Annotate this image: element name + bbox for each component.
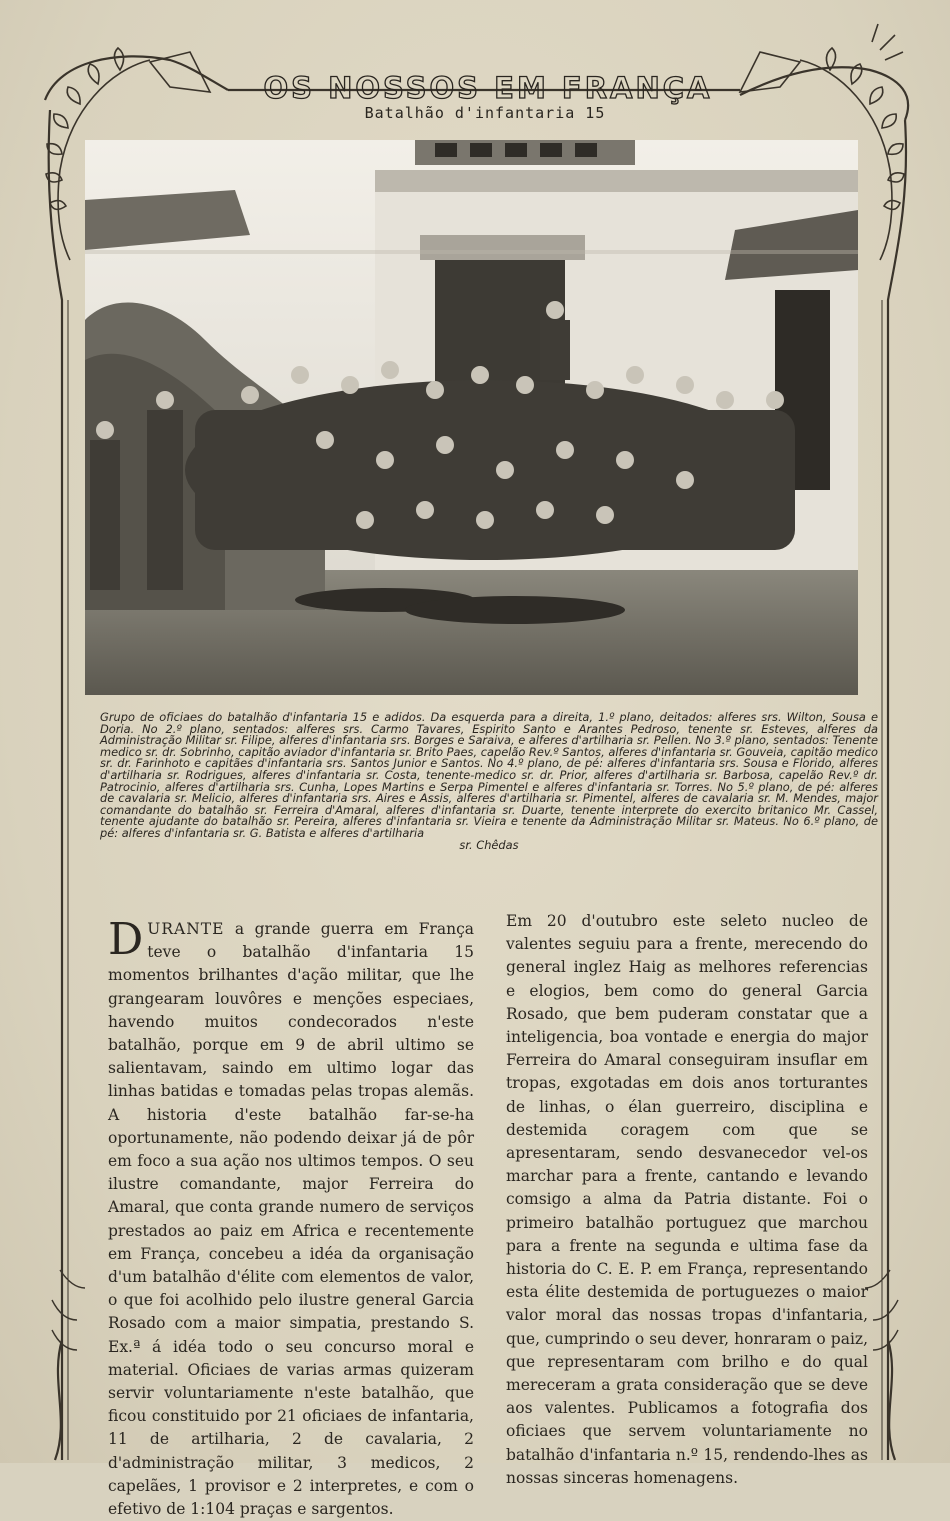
drop-cap: D: [108, 914, 144, 965]
page-subtitle: Batalhão d'infantaria 15: [364, 104, 606, 122]
caption-text: Grupo de oficiaes do batalhão d'infantaria 15 e adidos. Da esquerda para a direita, 1.º plano, deitados: alferes srs. Wilton, Sousa e Doria. No 2.º plano, sentados: alferes srs. Carmo Tavares, Espirito Santo e Arantes Pedroso, tenente sr. Esteves, alferes da Administração Militar sr. Filipe, alferes d'infantaria srs. Borges e Saraiva, e alferes d'artilharia sr. Pellen. No 3.º plano, sentados: Tenente medico sr. dr. Sobrinho, capitão aviador d'infantaria sr. Brito Paes, capelão Rev.º Santos, alferes d'infantaria sr. Gouveia, capitão medico sr. dr. Farinhoto e capitães d'infantaria srs. Santos Junior e Santos. No 4.º plano, de pé: alferes d'infantaria srs. Sousa e Florido, alferes d'artilharia sr. Rodrigues, alferes d'infantaria sr. Costa, tenente-medico sr. dr. Prior, alferes d'artilharia sr. Barbosa, capelão Rev.º dr. Patrocinio, alferes d'artilharia srs. Cunha, Lopes Martins e Serpa Pimentel e alferes d'infantaria sr. Torres. No 5.º plano, de pé: alferes de cavalaria sr. Melicio, alferes d'infantaria srs. Aires e Assis, alferes d'artilharia sr. Pimentel, alferes de cavalaria sr. M. Mendes, major comandante do batalhão sr. Ferreira d'Amaral, alferes d'infantaria sr. Duarte, tenente interprete do exercito britanico Mr. Cassel, tenente ajudante do batalhão sr. Pereira, alferes d'infantaria sr. Vieira e tenente da Administração Militar sr. Mateus. No 6.º plano, de pé: alferes d'infantaria sr. G. Batista e alferes d'artilharia: [100, 710, 878, 840]
caption-last-line: sr. Chêdas: [459, 837, 519, 852]
page-title: OS NOSSOS EM FRANÇA: [263, 71, 713, 105]
photo-caption: [100, 712, 878, 851]
article-lead-word: URANTE: [147, 920, 225, 938]
article-paragraph-2: O seu ilustre comandante, major Ferreira do Amaral, que conta grande numero de serviços prestados ao paiz em Africa e recentemente em França, concebeu a idéa da organisação d'um batalhão d'élite com elementos de valor, o que foi acolhido pelo ilustre general Garcia Rosado com a maior simpatia, prestando S. Ex.ª á idéa todo o seu concurso moral e material. Oficiaes de varias armas quizeram servir voluntariamente n'este batalhão, que ficou constituido por 21 oficiaes de infantaria, 11 de artilharia, 2 de cavalaria, 2 d'administração militar, 3 medicos, 2 capelães, 1 provisor e 2 interpretes, e com o efetivo de 1:104 praças e sargentos.: [108, 1152, 475, 1519]
article-column-right: [506, 910, 868, 1490]
article-column-left: [108, 914, 475, 1521]
article-paragraph-1: a grande guerra em França teve o batalhão d'infantaria 15 momentos brilhantes d'ação militar, que lhe grangearam louvôres e menções especiaes, havendo muitos condecorados n'este batalhão, porque em 9 de abril ultimo se salientavam, saindo em ultimo logar das linhas batidas e tomadas pelas tropas alemãs. A historia d'este batalhão far-se-ha oportunamente, não podendo deixar já de pôr em foco a sua ação nos ultimos tempos.: [108, 920, 474, 1171]
photo-illustration: [85, 140, 858, 695]
article-paragraph-3: Em 20 d'outubro este seleto nucleo de valentes seguiu para a frente, merecendo do general inglez Haig as melhores referencias e elogios, bem como do general Garcia Rosado, que bem puderam constatar que a inteligencia, boa vontade e energia do major Ferreira do Amaral conseguiram insuflar em tropas, exgotadas em dois anos torturantes de linhas, o élan guerreiro, disciplina e destemida coragem com que se apresentaram, sendo desvanecedor vel-os marchar para a frente, cantando e levando comsigo a alma da Patria distante. Foi o primeiro batalhão portuguez que marchou para a frente na segunda e ultima fase da historia do C. E. P. em França, representando esta élite destemida de portuguezes o maior valor moral das nossas tropas d'infantaria, que, cumprindo o seu dever, honraram o paiz, que representaram com brilho e do qual mereceram a grata consideração que se deve aos valentes. Publicamos a fotografia dos oficiaes que servem voluntariamente no batalhão d'infantaria n.º 15, rendendo-lhes as nossas sinceras homenagens.: [506, 912, 868, 1487]
group-photo: [85, 140, 858, 695]
